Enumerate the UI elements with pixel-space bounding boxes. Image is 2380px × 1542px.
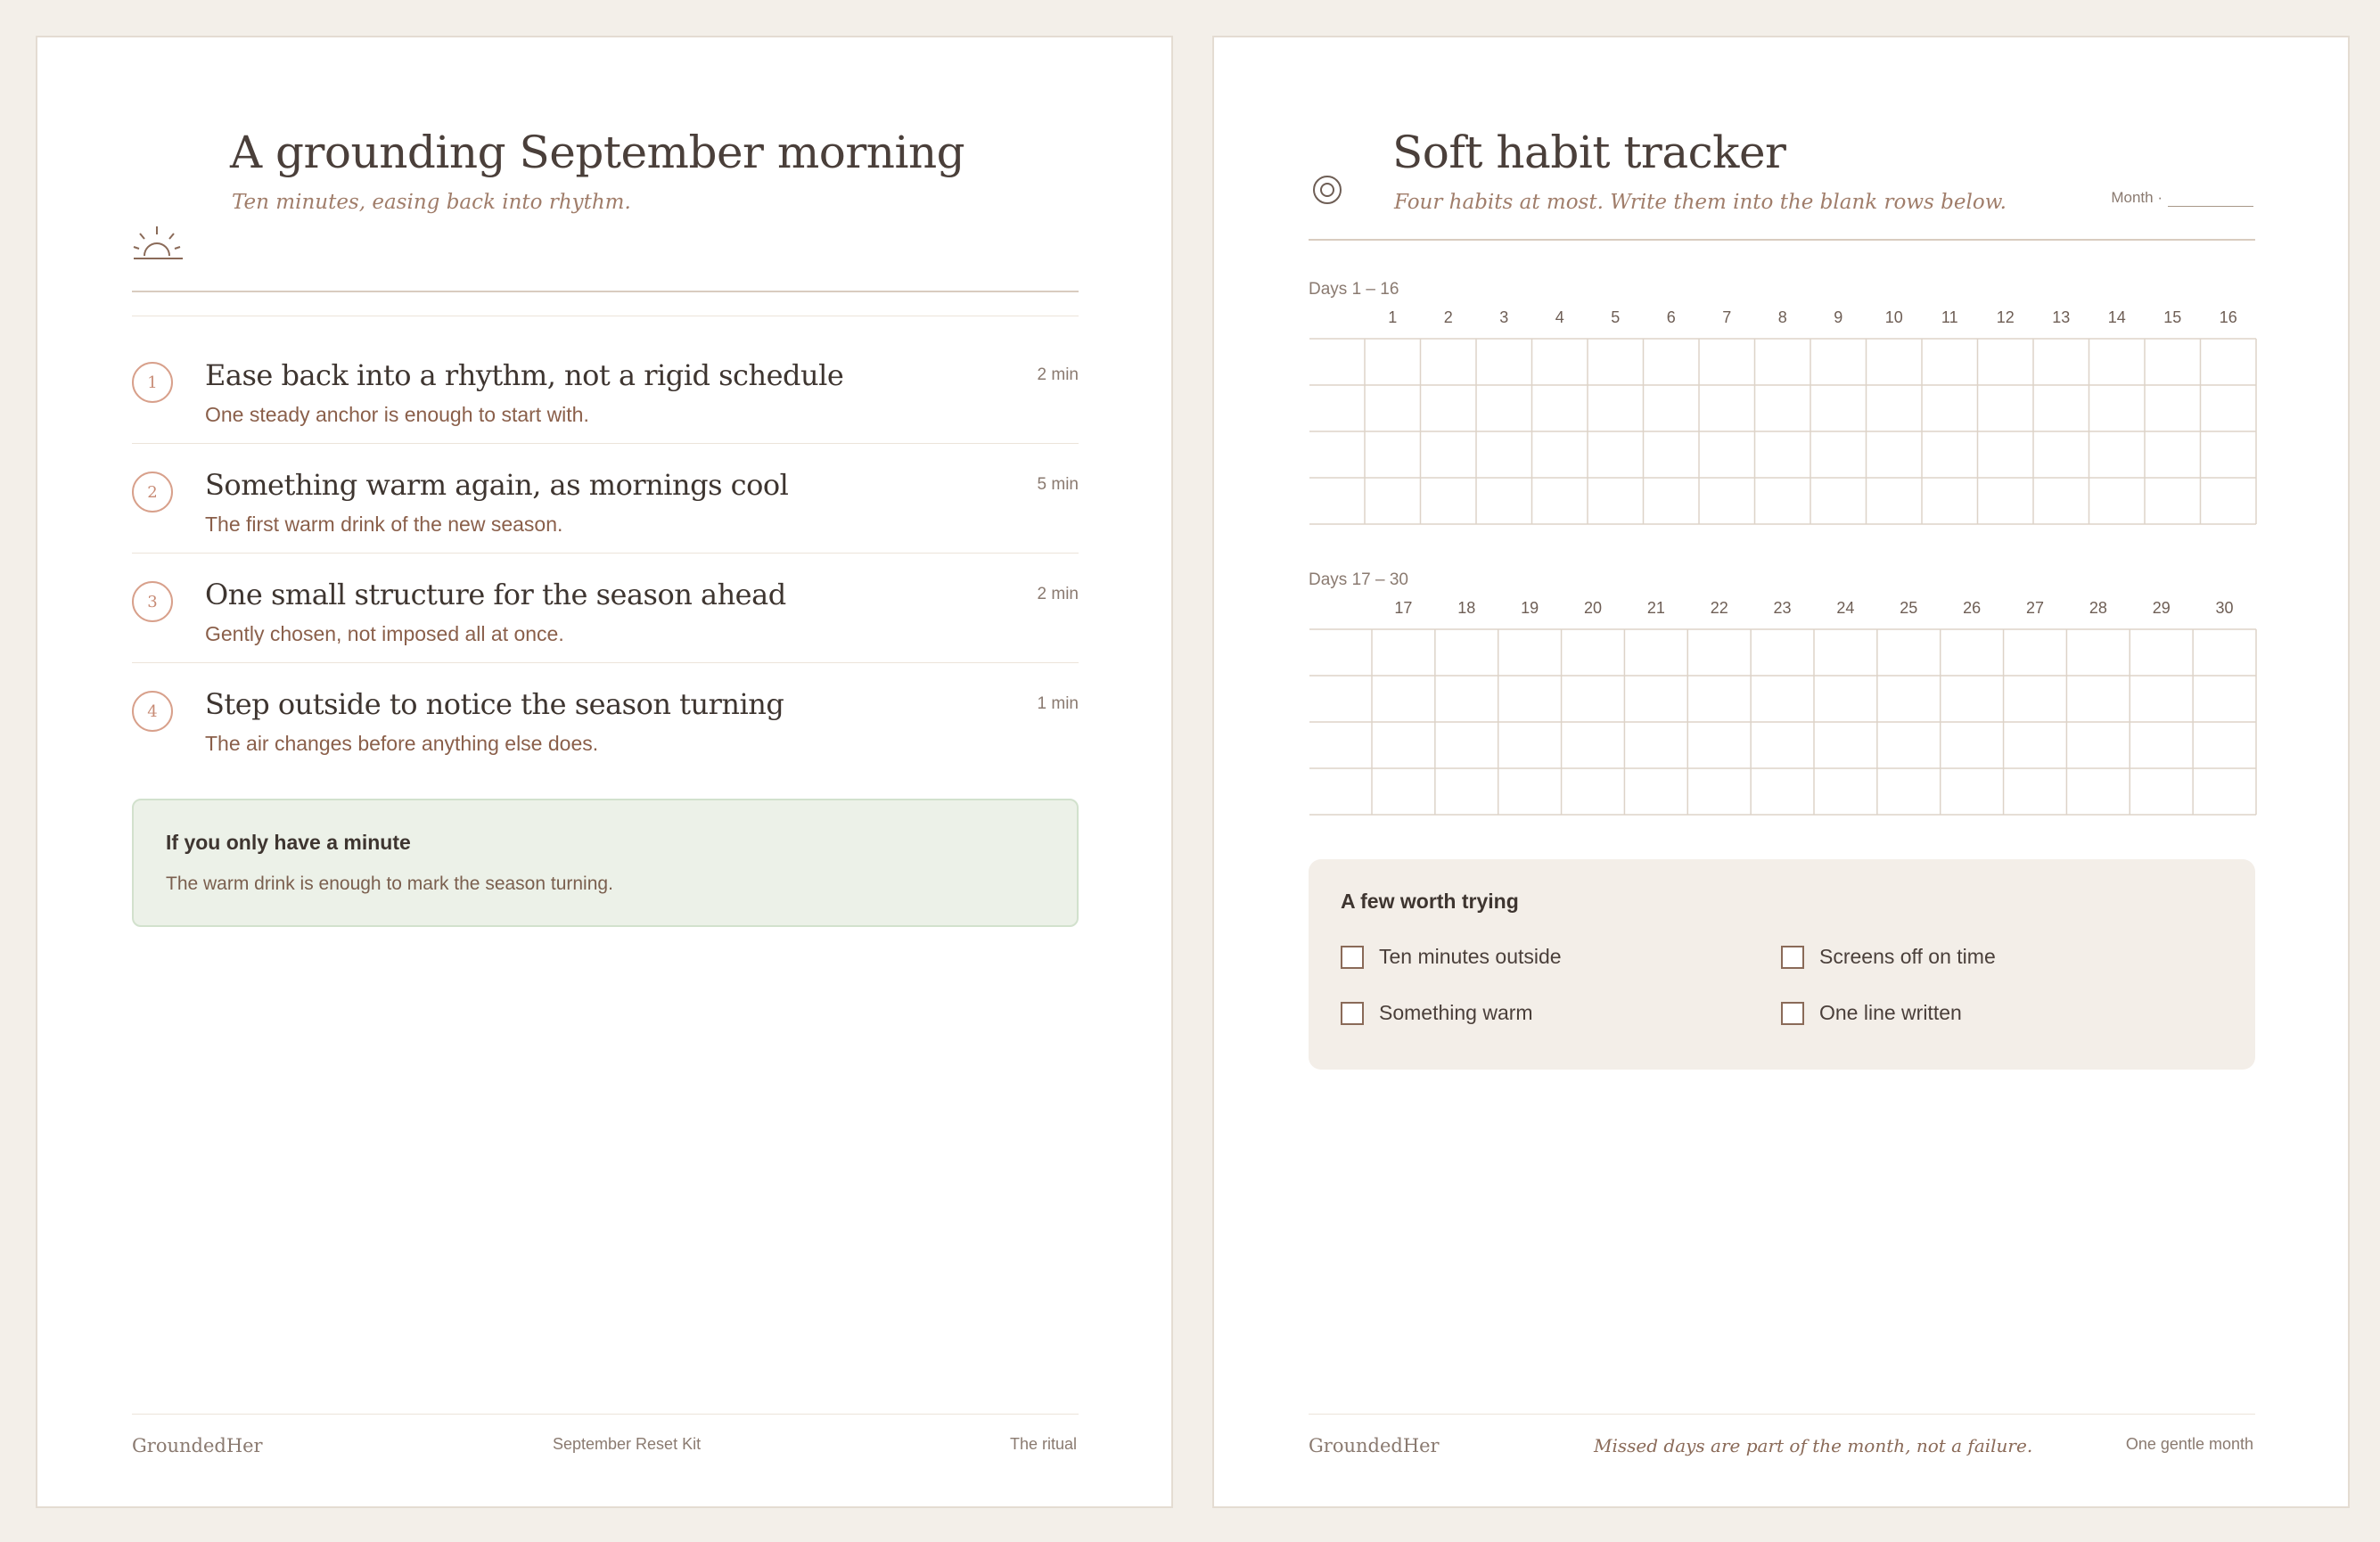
step-title: Ease back into a rhythm, not a rigid schedule — [205, 358, 844, 392]
day-number: 12 — [1996, 308, 2015, 326]
step-duration: 2 min — [1037, 365, 1079, 384]
day-number: 8 — [1777, 308, 1787, 326]
day-number: 7 — [1722, 308, 1732, 326]
sunrise-icon — [132, 223, 185, 264]
page-title: A grounding September morning — [230, 127, 965, 178]
suggestion-item[interactable] — [1781, 945, 1996, 969]
day-number: 28 — [2089, 599, 2107, 617]
suggestion-item[interactable] — [1781, 1001, 1962, 1025]
day-number: 14 — [2107, 308, 2126, 326]
day-number: 9 — [1834, 308, 1843, 326]
day-number: 1 — [1388, 308, 1398, 326]
page-title: Soft habit tracker — [1392, 127, 1786, 178]
step-number: 2 — [132, 472, 173, 513]
footer-brand: GroundedHer — [1309, 1435, 1440, 1456]
habit-grid-days-17-30[interactable] — [1309, 595, 2257, 829]
callout-text: The warm drink is enough to mark the season turning. — [166, 874, 613, 894]
ritual-page — [36, 36, 1173, 1508]
suggestion-item[interactable] — [1341, 945, 1562, 969]
day-number: 18 — [1457, 599, 1476, 617]
footer-section: The ritual — [1009, 1435, 1077, 1453]
suggestion-item[interactable] — [1341, 1001, 1533, 1025]
header-divider — [132, 291, 1079, 292]
footer-note: Missed days are part of the month, not a failure. — [1594, 1435, 2033, 1456]
step-description: One steady anchor is enough to start with. — [205, 403, 589, 426]
header-divider — [1309, 239, 2255, 241]
page-subtitle: Four habits at most. Write them into the blank rows below. — [1394, 191, 2007, 214]
day-number: 2 — [1443, 308, 1453, 326]
month-field[interactable] — [2111, 189, 2253, 207]
step-duration: 5 min — [1037, 475, 1079, 494]
day-number: 24 — [1836, 599, 1855, 617]
checkbox[interactable] — [1781, 1002, 1804, 1025]
footer-section: One gentle month — [2125, 1435, 2253, 1453]
checkbox[interactable] — [1781, 946, 1804, 969]
day-number: 20 — [1583, 599, 1603, 617]
ritual-step — [132, 335, 1079, 444]
step-description: Gently chosen, not imposed all at once. — [205, 622, 564, 645]
checkbox[interactable] — [1341, 1002, 1364, 1025]
day-number: 25 — [1900, 599, 1918, 617]
suggestion-label: Something warm — [1379, 1001, 1533, 1024]
day-number: 26 — [1963, 599, 1982, 617]
page-subtitle: Ten minutes, easing back into rhythm. — [232, 191, 631, 214]
target-icon — [1310, 173, 1344, 207]
step-description: The first warm drink of the new season. — [205, 513, 563, 536]
grid2-label: Days 17 – 30 — [1309, 570, 1408, 589]
day-number: 15 — [2163, 308, 2182, 326]
day-number: 16 — [2219, 308, 2237, 326]
step-description: The air changes before anything else does. — [205, 732, 599, 755]
tracker-page — [1212, 36, 2350, 1508]
day-number: 19 — [1521, 599, 1539, 617]
suggestion-label: Screens off on time — [1819, 945, 1996, 968]
month-input-line[interactable] — [2168, 193, 2253, 207]
day-number: 10 — [1884, 308, 1903, 326]
step-title: One small structure for the season ahead — [205, 578, 786, 611]
day-number: 17 — [1394, 599, 1413, 617]
footer-divider — [1309, 1414, 2255, 1415]
footer-brand: GroundedHer — [132, 1435, 263, 1456]
grid1-label: Days 1 – 16 — [1309, 280, 1399, 299]
footer-kit-name: September Reset Kit — [553, 1435, 702, 1453]
habit-grid-days-1-16[interactable] — [1309, 305, 2257, 538]
step-number: 3 — [132, 581, 173, 622]
minute-callout — [132, 799, 1079, 927]
day-number: 27 — [2025, 599, 2045, 617]
step-duration: 2 min — [1037, 585, 1079, 603]
suggestions-title: A few worth trying — [1341, 890, 1519, 913]
day-number: 3 — [1499, 308, 1509, 326]
step-number: 4 — [132, 691, 173, 732]
day-number: 5 — [1611, 308, 1621, 326]
suggestions-box — [1309, 859, 2255, 1070]
ritual-step — [132, 664, 1079, 773]
month-label: Month · — [2111, 189, 2163, 206]
checkbox[interactable] — [1341, 946, 1364, 969]
day-number: 11 — [1941, 308, 1958, 326]
footer-divider — [132, 1414, 1079, 1415]
day-number: 22 — [1710, 599, 1728, 617]
day-number: 29 — [2152, 599, 2171, 617]
step-duration: 1 min — [1037, 694, 1079, 713]
day-number: 4 — [1555, 308, 1564, 326]
day-number: 23 — [1773, 599, 1792, 617]
callout-title: If you only have a minute — [166, 831, 411, 854]
suggestion-label: One line written — [1819, 1001, 1962, 1024]
day-number: 30 — [2215, 599, 2234, 617]
ritual-step — [132, 554, 1079, 663]
step-number: 1 — [132, 362, 173, 403]
step-title: Step outside to notice the season turning — [205, 687, 784, 721]
day-number: 21 — [1646, 599, 1665, 617]
suggestion-label: Ten minutes outside — [1379, 945, 1562, 968]
ritual-step — [132, 445, 1079, 554]
step-title: Something warm again, as mornings cool — [205, 468, 789, 502]
day-number: 13 — [2052, 308, 2071, 326]
day-number: 6 — [1666, 308, 1676, 326]
